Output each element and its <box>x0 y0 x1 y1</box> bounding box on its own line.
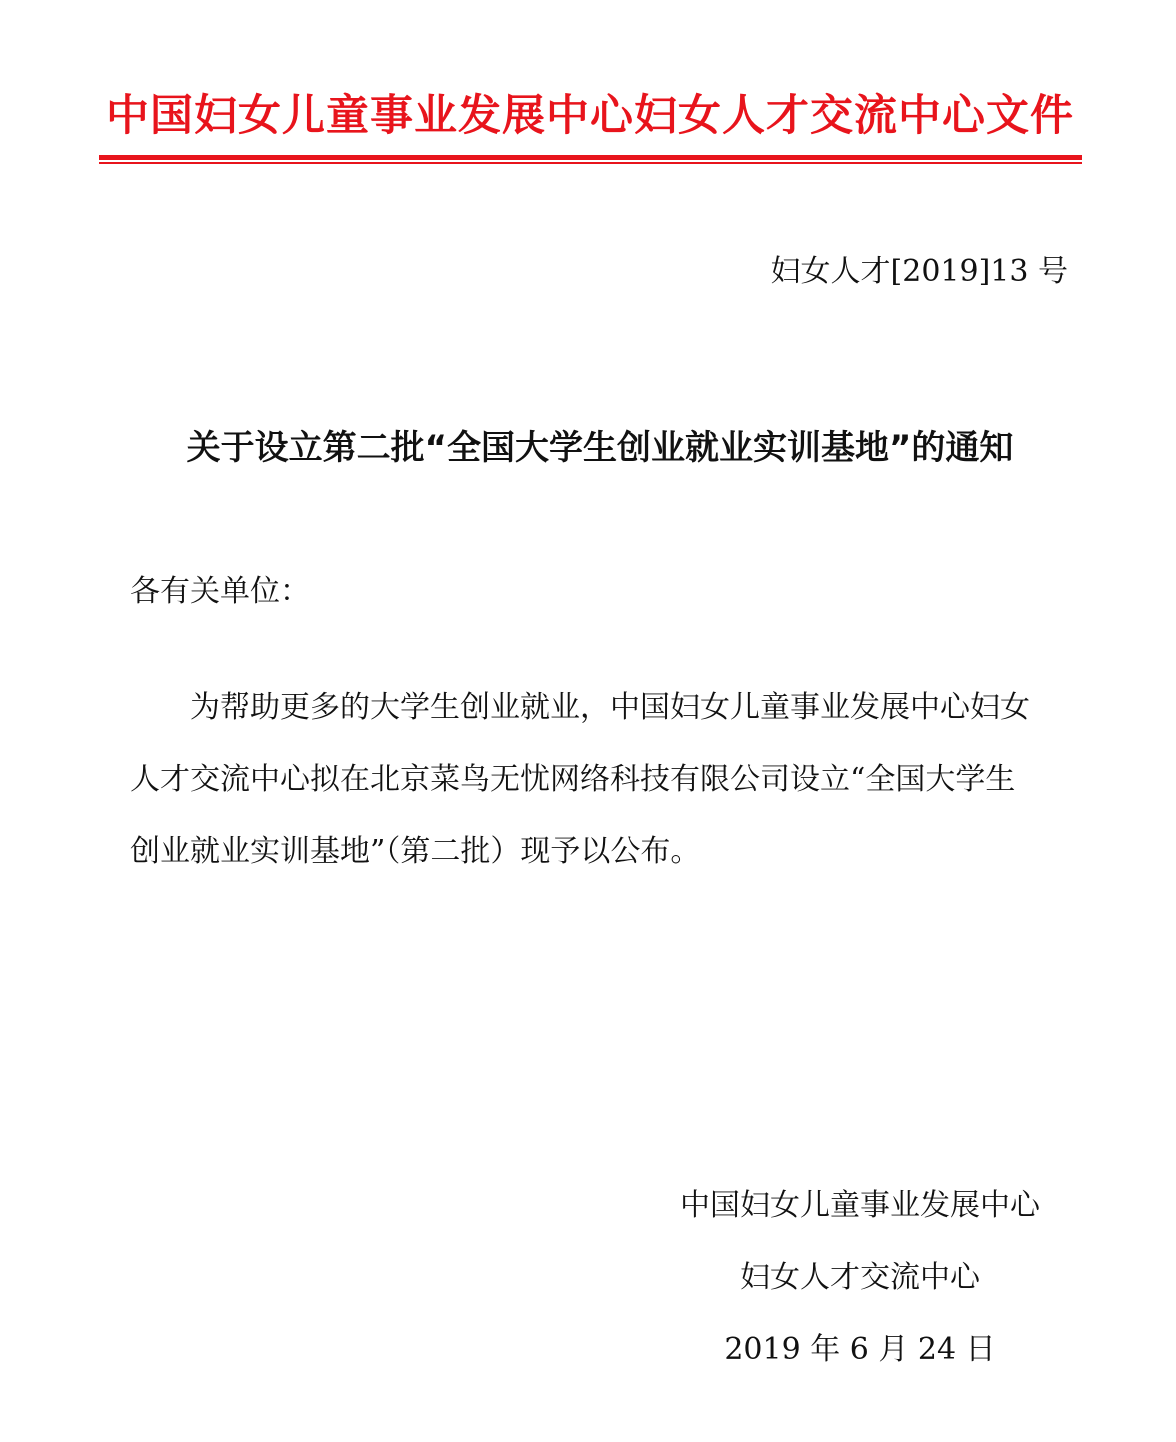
signature-org-line-2: 妇女人才交流中心 <box>740 1260 980 1295</box>
salutation: 各有关单位： <box>130 574 310 609</box>
masthead-rule-thin <box>99 162 1082 164</box>
masthead-rule-thick <box>99 155 1082 160</box>
signature-block <box>640 1170 1080 1386</box>
body-line: 人才交流中心拟在北京菜鸟无忧网络科技有限公司设立“全国大学生 <box>130 762 1016 797</box>
signature-date: 2019 年 6 月 24 日 <box>724 1332 996 1367</box>
body-line: 为帮助更多的大学生创业就业，中国妇女儿童事业发展中心妇女 <box>190 690 1030 725</box>
body-paragraph <box>130 672 1080 888</box>
document-title: 关于设立第二批“全国大学生创业就业实训基地”的通知 <box>186 428 1014 468</box>
body-line: 创业就业实训基地”（第二批）现予以公布。 <box>130 834 701 869</box>
document-masthead: 中国妇女儿童事业发展中心妇女人才交流中心文件 <box>106 91 1074 141</box>
signature-org-line-1: 中国妇女儿童事业发展中心 <box>680 1188 1040 1223</box>
document-number: 妇女人才[2019]13 号 <box>770 254 1068 289</box>
